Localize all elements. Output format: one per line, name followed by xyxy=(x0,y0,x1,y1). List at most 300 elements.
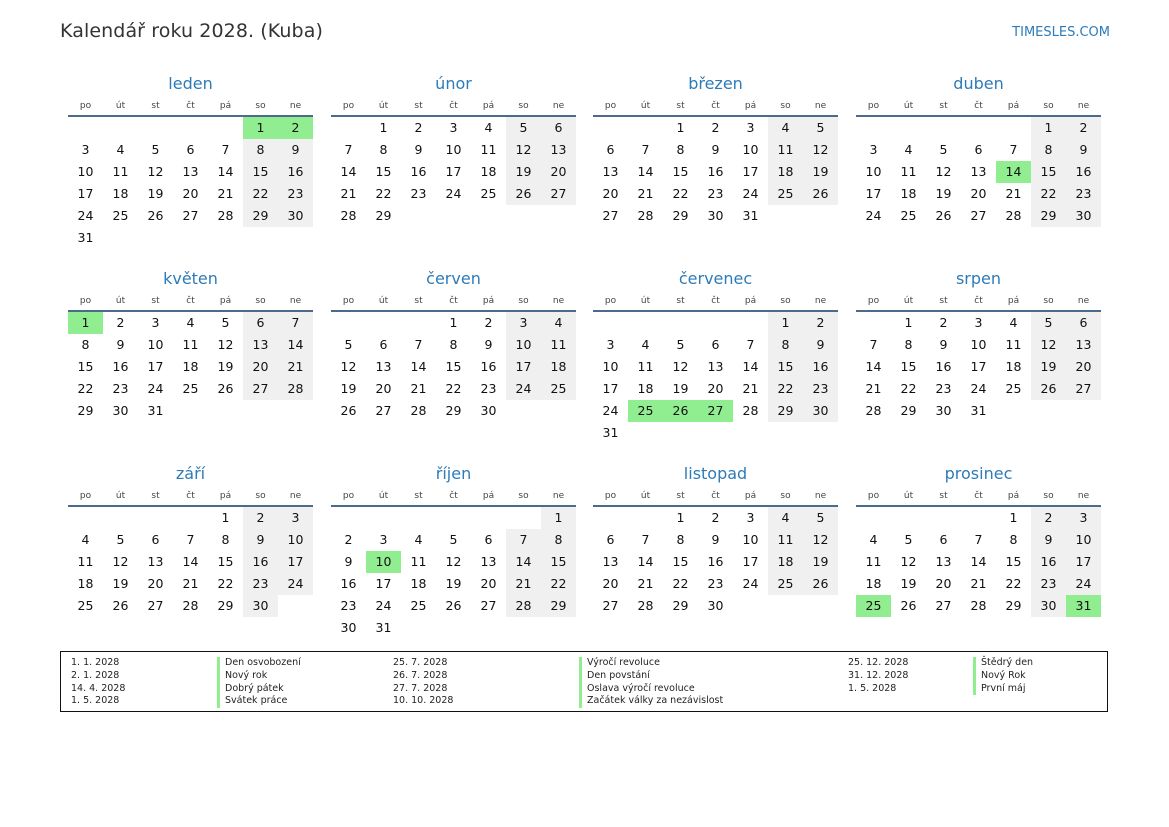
weekend-day-cell: 12 xyxy=(803,139,838,161)
empty-cell xyxy=(541,617,576,639)
legend-holiday-name: Dobrý pátek xyxy=(217,683,301,696)
week-row xyxy=(593,139,838,161)
empty-cell xyxy=(103,117,138,139)
day-cell: 24 xyxy=(375,598,392,613)
day-cell: 24 xyxy=(602,403,619,418)
weekday-label: ne xyxy=(289,296,302,306)
weekday-label: ne xyxy=(1077,296,1090,306)
legend-date: 26. 7. 2028 xyxy=(393,669,448,681)
weekday-label: st xyxy=(939,491,948,501)
day-cell: 28 xyxy=(637,208,654,223)
empty-cell xyxy=(436,205,471,227)
day-cell: 22 xyxy=(1005,576,1022,591)
empty-cell xyxy=(506,617,541,639)
day-cell: 28 xyxy=(865,403,882,418)
weekend-day-cell: 16 xyxy=(803,356,838,378)
day-cell: 14 xyxy=(970,554,987,569)
day-cell: 13 xyxy=(602,554,619,569)
day-cell: 13 xyxy=(970,164,987,179)
month-name: květen xyxy=(163,269,218,288)
month-block xyxy=(331,265,576,422)
weekday-label: út xyxy=(903,296,914,306)
day-cell: 22 xyxy=(375,186,392,201)
month-name: červen xyxy=(426,269,481,288)
weekday-label: pá xyxy=(219,296,232,306)
week-row xyxy=(331,378,576,400)
empty-cell xyxy=(891,507,926,529)
day-cell: 4 xyxy=(904,142,913,157)
day-cell: 6 xyxy=(606,142,615,157)
week-row xyxy=(68,334,313,356)
weekday-label: so xyxy=(518,491,529,501)
day-cell: 20 xyxy=(707,381,724,396)
day-cell: 4 xyxy=(81,532,90,547)
day-cell: 4 xyxy=(641,337,650,352)
day-cell: 20 xyxy=(602,576,619,591)
day-cell: 26 xyxy=(217,381,234,396)
day-cell: 10 xyxy=(445,142,462,157)
day-cell: 3 xyxy=(151,315,160,330)
empty-cell xyxy=(593,507,628,529)
empty-cell xyxy=(698,312,733,334)
weekday-label: út xyxy=(903,491,914,501)
empty-cell xyxy=(628,422,663,444)
empty-cell xyxy=(331,117,366,139)
legend-date-column xyxy=(848,657,908,695)
day-cell: 31 xyxy=(602,425,619,440)
empty-cell xyxy=(961,507,996,529)
weekend-day-cell: 17 xyxy=(506,356,541,378)
day-cell: 18 xyxy=(900,186,917,201)
day-cell: 15 xyxy=(672,164,689,179)
weekend-day-cell: 4 xyxy=(768,507,803,529)
day-cell: 11 xyxy=(637,359,654,374)
weekend-day-cell: 7 xyxy=(278,312,313,334)
weekend-day-cell: 6 xyxy=(243,312,278,334)
weekend-day-cell: 8 xyxy=(1031,139,1066,161)
week-row xyxy=(68,507,313,529)
weekend-day-cell: 26 xyxy=(506,183,541,205)
day-cell: 8 xyxy=(449,337,458,352)
week-row xyxy=(331,161,576,183)
empty-cell xyxy=(663,312,698,334)
day-cell: 9 xyxy=(711,142,720,157)
weekday-label: ne xyxy=(814,296,827,306)
weekday-label: pá xyxy=(219,491,232,501)
empty-cell xyxy=(366,507,401,529)
day-cell: 19 xyxy=(935,186,952,201)
weekday-label: so xyxy=(1043,101,1054,111)
weekend-day-cell: 9 xyxy=(803,334,838,356)
empty-cell xyxy=(103,507,138,529)
weekend-day-cell: 9 xyxy=(1066,139,1101,161)
weekend-day-cell: 3 xyxy=(278,507,313,529)
month-block xyxy=(331,70,576,227)
day-cell: 23 xyxy=(410,186,427,201)
weekday-label: st xyxy=(414,101,423,111)
weekday-label: čt xyxy=(449,296,458,306)
day-cell: 27 xyxy=(602,208,619,223)
weekday-label: pá xyxy=(1007,491,1020,501)
weekend-day-cell: 22 xyxy=(243,183,278,205)
day-cell: 15 xyxy=(1005,554,1022,569)
day-cell: 21 xyxy=(1005,186,1022,201)
day-cell: 3 xyxy=(379,532,388,547)
empty-cell xyxy=(803,205,838,227)
empty-cell xyxy=(541,205,576,227)
day-cell: 28 xyxy=(340,208,357,223)
weekday-label: so xyxy=(780,491,791,501)
empty-cell xyxy=(733,422,768,444)
day-cell: 14 xyxy=(637,554,654,569)
day-cell: 3 xyxy=(746,510,755,525)
day-cell: 18 xyxy=(182,359,199,374)
weekend-day-cell: 27 xyxy=(243,378,278,400)
day-cell: 8 xyxy=(81,337,90,352)
weekend-day-cell: 19 xyxy=(1031,356,1066,378)
empty-cell xyxy=(138,117,173,139)
weekday-label: po xyxy=(79,101,92,111)
day-cell: 29 xyxy=(1005,598,1022,613)
empty-cell xyxy=(506,507,541,529)
weekend-day-cell: 16 xyxy=(278,161,313,183)
weekend-day-cell: 24 xyxy=(1066,573,1101,595)
weekday-label: st xyxy=(939,296,948,306)
week-row xyxy=(593,595,838,617)
weekend-day-cell: 3 xyxy=(1066,507,1101,529)
day-cell: 29 xyxy=(900,403,917,418)
week-row xyxy=(856,400,1101,422)
weekday-label: so xyxy=(780,101,791,111)
day-cell: 10 xyxy=(602,359,619,374)
day-cell: 2 xyxy=(939,315,948,330)
day-cell: 2 xyxy=(344,532,353,547)
empty-cell xyxy=(278,400,313,422)
weekend-day-cell: 13 xyxy=(243,334,278,356)
day-cell: 21 xyxy=(340,186,357,201)
day-cell: 25 xyxy=(1005,381,1022,396)
day-cell: 26 xyxy=(112,598,129,613)
weekend-day-cell: 13 xyxy=(541,139,576,161)
weekend-day-cell: 12 xyxy=(506,139,541,161)
weekend-day-cell: 30 xyxy=(1066,205,1101,227)
weekend-day-cell: 8 xyxy=(243,139,278,161)
day-cell: 26 xyxy=(935,208,952,223)
day-cell: 12 xyxy=(217,337,234,352)
day-cell: 6 xyxy=(711,337,720,352)
week-row xyxy=(593,334,838,356)
weekday-header xyxy=(68,98,313,117)
weekend-day-cell: 9 xyxy=(243,529,278,551)
day-cell: 20 xyxy=(935,576,952,591)
weekday-label: ne xyxy=(552,491,565,501)
empty-cell xyxy=(1066,400,1101,422)
week-row xyxy=(593,161,838,183)
weekday-header xyxy=(331,293,576,312)
legend-date: 27. 7. 2028 xyxy=(393,682,448,694)
day-cell: 1 xyxy=(676,120,685,135)
weekend-day-cell: 30 xyxy=(1031,595,1066,617)
day-cell: 10 xyxy=(742,532,759,547)
empty-cell xyxy=(173,507,208,529)
day-cell: 4 xyxy=(869,532,878,547)
day-cell: 5 xyxy=(676,337,685,352)
day-cell: 6 xyxy=(379,337,388,352)
weekend-day-cell: 7 xyxy=(506,529,541,551)
day-cell: 20 xyxy=(480,576,497,591)
empty-cell xyxy=(541,400,576,422)
day-cell: 23 xyxy=(340,598,357,613)
day-cell: 11 xyxy=(410,554,427,569)
legend-date: 1. 5. 2028 xyxy=(71,695,120,707)
week-row xyxy=(68,227,313,249)
day-cell: 15 xyxy=(900,359,917,374)
weekend-day-cell: 2 xyxy=(1031,507,1066,529)
day-cell: 29 xyxy=(77,403,94,418)
day-cell: 30 xyxy=(480,403,497,418)
day-cell: 14 xyxy=(410,359,427,374)
weekday-label: út xyxy=(378,296,389,306)
day-cell: 22 xyxy=(445,381,462,396)
day-cell: 13 xyxy=(375,359,392,374)
day-cell: 21 xyxy=(637,576,654,591)
weekday-label: ne xyxy=(552,101,565,111)
weekday-label: st xyxy=(676,491,685,501)
week-row xyxy=(331,573,576,595)
legend-date: 14. 4. 2028 xyxy=(71,682,126,694)
week-row xyxy=(856,529,1101,551)
day-cell: 17 xyxy=(742,164,759,179)
day-cell: 16 xyxy=(480,359,497,374)
legend-date: 1. 5. 2028 xyxy=(848,682,897,694)
empty-cell xyxy=(208,117,243,139)
weekend-day-cell: 30 xyxy=(278,205,313,227)
weekday-label: út xyxy=(640,101,651,111)
weekday-label: čt xyxy=(711,296,720,306)
week-row xyxy=(593,422,838,444)
day-cell: 9 xyxy=(344,554,353,569)
weekend-day-cell: 6 xyxy=(541,117,576,139)
empty-cell xyxy=(401,312,436,334)
weekend-day-cell: 24 xyxy=(506,378,541,400)
empty-cell xyxy=(856,117,891,139)
weekday-label: st xyxy=(676,296,685,306)
day-cell: 5 xyxy=(221,315,230,330)
weekend-day-cell: 2 xyxy=(243,507,278,529)
day-cell: 28 xyxy=(182,598,199,613)
week-row xyxy=(593,117,838,139)
day-cell: 7 xyxy=(221,142,230,157)
empty-cell xyxy=(401,205,436,227)
weekend-day-cell: 10 xyxy=(1066,529,1101,551)
weekend-day-cell: 12 xyxy=(803,529,838,551)
day-cell: 15 xyxy=(375,164,392,179)
weekday-label: po xyxy=(867,491,880,501)
day-cell: 28 xyxy=(970,598,987,613)
weekday-label: čt xyxy=(974,101,983,111)
week-row xyxy=(593,356,838,378)
month-name: prosinec xyxy=(944,464,1013,483)
legend-holiday-name: Nový Rok xyxy=(973,670,1033,683)
empty-cell xyxy=(628,507,663,529)
day-cell: 23 xyxy=(112,381,129,396)
month-name: srpen xyxy=(955,269,1002,288)
legend-holiday-name: Den povstání xyxy=(579,670,723,683)
day-cell: 26 xyxy=(147,208,164,223)
empty-cell xyxy=(768,595,803,617)
weekday-label: čt xyxy=(449,491,458,501)
day-cell: 22 xyxy=(77,381,94,396)
day-cell: 17 xyxy=(77,186,94,201)
empty-cell xyxy=(436,617,471,639)
day-cell: 12 xyxy=(112,554,129,569)
weekend-day-cell: 23 xyxy=(1031,573,1066,595)
month-name: říjen xyxy=(435,464,472,483)
weekday-label: čt xyxy=(449,101,458,111)
weekend-day-cell: 5 xyxy=(803,507,838,529)
holiday-day-cell: 27 xyxy=(698,400,733,422)
weekend-day-cell: 11 xyxy=(541,334,576,356)
weekend-day-cell: 15 xyxy=(243,161,278,183)
weekday-label: so xyxy=(255,491,266,501)
weekend-day-cell: 19 xyxy=(803,551,838,573)
day-cell: 24 xyxy=(147,381,164,396)
day-cell: 2 xyxy=(711,120,720,135)
weekend-day-cell: 18 xyxy=(541,356,576,378)
day-cell: 28 xyxy=(1005,208,1022,223)
day-cell: 8 xyxy=(904,337,913,352)
weekend-day-cell: 28 xyxy=(278,378,313,400)
weekday-label: so xyxy=(1043,296,1054,306)
week-row xyxy=(68,529,313,551)
month-block xyxy=(331,460,576,639)
day-cell: 31 xyxy=(742,208,759,223)
day-cell: 30 xyxy=(707,598,724,613)
site-link[interactable]: TIMESLES.COM xyxy=(1012,25,1110,40)
day-cell: 29 xyxy=(445,403,462,418)
day-cell: 7 xyxy=(414,337,423,352)
day-cell: 6 xyxy=(186,142,195,157)
day-cell: 18 xyxy=(865,576,882,591)
day-cell: 1 xyxy=(1009,510,1018,525)
week-row xyxy=(331,334,576,356)
weekend-day-cell: 5 xyxy=(1031,312,1066,334)
weekday-label: čt xyxy=(186,491,195,501)
day-cell: 2 xyxy=(484,315,493,330)
day-cell: 14 xyxy=(340,164,357,179)
empty-cell xyxy=(768,422,803,444)
week-row xyxy=(331,529,576,551)
weekend-day-cell: 11 xyxy=(768,139,803,161)
day-cell: 19 xyxy=(672,381,689,396)
weekend-day-cell: 15 xyxy=(541,551,576,573)
day-cell: 30 xyxy=(707,208,724,223)
legend-holiday-name: Štědrý den xyxy=(973,657,1033,670)
weekday-label: út xyxy=(640,296,651,306)
day-cell: 8 xyxy=(1009,532,1018,547)
day-cell: 27 xyxy=(480,598,497,613)
month-name: leden xyxy=(168,74,213,93)
weekend-day-cell: 8 xyxy=(541,529,576,551)
weekday-label: čt xyxy=(186,296,195,306)
day-cell: 21 xyxy=(182,576,199,591)
empty-cell xyxy=(803,595,838,617)
weekend-day-cell: 23 xyxy=(803,378,838,400)
weekend-day-cell: 8 xyxy=(768,334,803,356)
weekday-label: út xyxy=(115,296,126,306)
weekend-day-cell: 21 xyxy=(506,573,541,595)
legend-date: 2. 1. 2028 xyxy=(71,669,120,681)
day-cell: 27 xyxy=(602,598,619,613)
day-cell: 10 xyxy=(77,164,94,179)
day-cell: 14 xyxy=(182,554,199,569)
day-cell: 6 xyxy=(974,142,983,157)
weekend-day-cell: 20 xyxy=(243,356,278,378)
weekday-label: út xyxy=(640,491,651,501)
day-cell: 2 xyxy=(414,120,423,135)
weekend-day-cell: 21 xyxy=(278,356,313,378)
week-row xyxy=(856,551,1101,573)
holiday-legend xyxy=(60,651,1108,712)
day-cell: 13 xyxy=(480,554,497,569)
day-cell: 23 xyxy=(480,381,497,396)
day-cell: 7 xyxy=(869,337,878,352)
day-cell: 23 xyxy=(935,381,952,396)
weekend-day-cell: 5 xyxy=(803,117,838,139)
day-cell: 28 xyxy=(742,403,759,418)
week-row xyxy=(331,617,576,639)
weekday-label: pá xyxy=(744,491,757,501)
day-cell: 26 xyxy=(900,598,917,613)
day-cell: 18 xyxy=(637,381,654,396)
day-cell: 20 xyxy=(147,576,164,591)
empty-cell xyxy=(891,117,926,139)
weekday-label: ne xyxy=(814,491,827,501)
day-cell: 18 xyxy=(77,576,94,591)
day-cell: 9 xyxy=(711,532,720,547)
empty-cell xyxy=(856,507,891,529)
day-cell: 6 xyxy=(484,532,493,547)
holiday-day-cell: 1 xyxy=(68,312,103,334)
holiday-day-cell: 26 xyxy=(663,400,698,422)
day-cell: 23 xyxy=(707,186,724,201)
weekday-label: st xyxy=(151,296,160,306)
week-row xyxy=(593,529,838,551)
weekday-label: ne xyxy=(289,101,302,111)
weekend-day-cell: 20 xyxy=(541,161,576,183)
day-cell: 1 xyxy=(221,510,230,525)
day-cell: 14 xyxy=(865,359,882,374)
day-cell: 2 xyxy=(711,510,720,525)
day-cell: 17 xyxy=(742,554,759,569)
day-cell: 22 xyxy=(672,576,689,591)
weekend-day-cell: 29 xyxy=(1031,205,1066,227)
day-cell: 21 xyxy=(742,381,759,396)
week-row xyxy=(593,507,838,529)
weekend-day-cell: 30 xyxy=(803,400,838,422)
weekday-header xyxy=(856,98,1101,117)
day-cell: 25 xyxy=(182,381,199,396)
week-row xyxy=(856,117,1101,139)
weekday-label: pá xyxy=(1007,296,1020,306)
weekday-label: po xyxy=(867,101,880,111)
weekend-day-cell: 18 xyxy=(768,161,803,183)
day-cell: 4 xyxy=(186,315,195,330)
day-cell: 15 xyxy=(672,554,689,569)
empty-cell xyxy=(401,507,436,529)
empty-cell xyxy=(173,227,208,249)
week-row xyxy=(68,205,313,227)
